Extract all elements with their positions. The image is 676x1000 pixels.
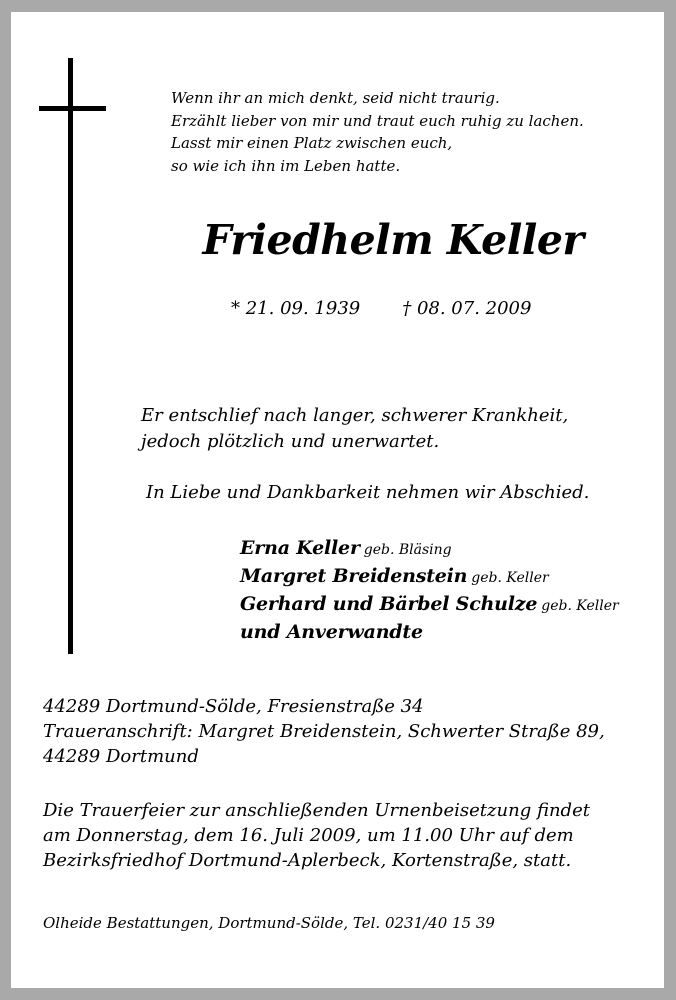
mourner-born: geb. Keller — [541, 598, 619, 614]
life-dates — [231, 296, 531, 322]
birth-date: * 21. 09. 1939 — [231, 298, 361, 319]
mourner-entry — [240, 590, 619, 618]
poem-line: Lasst mir einen Platz zwischen euch, — [171, 134, 453, 152]
mourner-name: und Anverwandte — [240, 621, 423, 643]
address-line: Traueranschrift: Margret Breidenstein, Schwerter Straße 89, — [43, 721, 605, 742]
mourner-name: Gerhard und Bärbel Schulze — [240, 593, 538, 615]
mourner-born: geb. Keller — [471, 570, 549, 586]
ceremony-block — [43, 798, 590, 873]
farewell-message: In Liebe und Dankbarkeit nehmen wir Abschied. — [146, 482, 590, 503]
poem-line: so wie ich ihn im Leben hatte. — [171, 156, 401, 175]
cross-icon — [68, 58, 73, 654]
ceremony-line: Die Trauerfeier zur anschließenden Urnenbeisetzung findet — [43, 800, 590, 821]
poem-line: Wenn ihr an mich denkt, seid nicht traurig. — [171, 89, 500, 107]
address-block — [43, 694, 605, 769]
mourner-name: Erna Keller — [240, 537, 360, 559]
deceased-name: Friedhelm Keller — [202, 216, 584, 264]
ceremony-line: am Donnerstag, dem 16. Juli 2009, um 11.00 Uhr auf dem — [43, 825, 574, 846]
address-line: 44289 Dortmund-Sölde, Fresienstraße 34 — [43, 696, 424, 717]
ceremony-line: Bezirksfriedhof Dortmund-Aplerbeck, Kortenstraße, statt. — [43, 850, 572, 871]
mourners-list — [240, 534, 619, 646]
death-date: † 08. 07. 2009 — [402, 298, 532, 319]
mourner-name: Margret Breidenstein — [240, 565, 468, 587]
poem — [171, 87, 584, 177]
mourner-born: geb. Bläsing — [363, 542, 452, 558]
mourner-entry — [240, 534, 619, 562]
message-line: Er entschlief nach langer, schwerer Krankheit, — [141, 405, 569, 426]
passing-message — [141, 403, 568, 455]
poem-line: Erzählt lieber von mir und traut euch ruhig zu lachen. — [171, 111, 584, 130]
mourner-entry — [240, 562, 619, 590]
mourner-entry — [240, 618, 619, 646]
cross-icon-bar — [39, 106, 106, 111]
message-line: jedoch plötzlich und unerwartet. — [141, 431, 440, 452]
funeral-home-footer: Olheide Bestattungen, Dortmund-Sölde, Tel. 0231/40 15 39 — [43, 914, 495, 932]
address-line: 44289 Dortmund — [43, 746, 199, 767]
